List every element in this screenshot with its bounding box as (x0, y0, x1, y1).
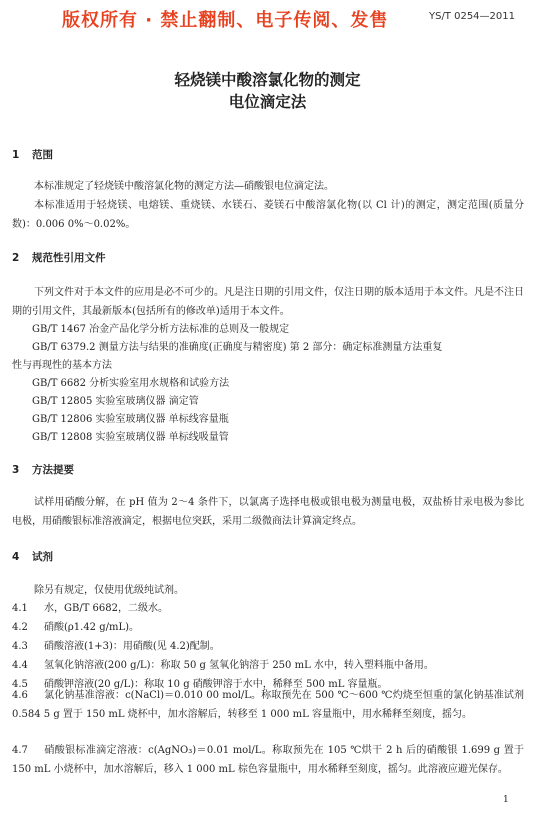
reference-item-continuation: 性与再现性的基本方法 (12, 360, 112, 371)
reference-item: GB/T 12805 实验室玻璃仪器 滴定管 (32, 396, 199, 407)
section-title: 范围 (32, 149, 53, 161)
copyright-banner: 版权所有 · 禁止翻制、电子传阅、发售 (62, 10, 389, 31)
item-text: 氯化钠基准溶液：c(NaCl)＝0.010 00 mol/L。称取预先在 500 ℃～600 ℃灼烧至恒重的氯化钠基准试剂 0.584 5 g 置于 150 mL 烧杯中，加水溶解后，转移至 1 000 mL 容量瓶中，用水稀释至刻度，摇匀。 (12, 690, 524, 720)
paragraph: 下列文件对于本文件的应用是必不可少的。凡是注日期的引用文件，仅注日期的版本适用于本文件。凡是不注日期的引用文件，其最新版本(包括所有的修改单)适用于本文件。 (12, 287, 524, 317)
section-number: 2 (12, 252, 20, 264)
item-text: 水，GB/T 6682，二级水。 (44, 603, 169, 614)
item-text: 硝酸钾溶液(20 g/L)：称取 10 g 硝酸钾溶于水中，稀释至 500 mL 容量瓶。 (44, 679, 388, 690)
document-subtitle: 电位滴定法 (228, 93, 307, 111)
reference-item: GB/T 1467 冶金产品化学分析方法标准的总则及一般规定 (32, 324, 290, 335)
item-number: 4.3 (12, 641, 28, 652)
item-text: 硝酸银标准滴定溶液：c(AgNO₃)＝0.01 mol/L。称取预先在 105 ℃烘干 2 h 后的硝酸银 1.699 g 置于 150 mL 小烧杯中，加水溶解后，移入 1 000 mL 棕色容量瓶中，用水稀释至刻度，摇匀。此溶液应避光保存。 (12, 745, 524, 775)
section-heading-scope (12, 147, 53, 162)
reference-item: GB/T 6379.2 测量方法与结果的准确度(正确度与精密度) 第 2 部分：确定标准测量方法重复 (32, 342, 443, 353)
paragraph: 除另有规定，仅使用优级纯试剂。 (34, 585, 184, 596)
reference-item: GB/T 12808 实验室玻璃仪器 单标线吸量管 (32, 432, 229, 443)
section-heading-principle (12, 462, 74, 477)
document-title: 轻烧镁中酸溶氯化物的测定 (174, 71, 361, 89)
section-number: 3 (12, 464, 20, 476)
section-heading-normative-references (12, 250, 106, 265)
item-number: 4.2 (12, 622, 28, 633)
section-title: 方法提要 (32, 464, 74, 476)
reference-item: GB/T 12806 实验室玻璃仪器 单标线容量瓶 (32, 414, 229, 425)
reagent-item (12, 619, 139, 637)
reagent-item (12, 686, 524, 724)
item-text: 氢氧化钠溶液(200 g/L)：称取 50 g 氢氧化钠溶于 250 mL 水中，转入塑料瓶中备用。 (44, 660, 434, 671)
paragraph: 试样用硝酸分解，在 pH 值为 2～4 条件下，以氯离子选择电极或银电极为测量电极，双盐桥甘汞电极为参比电极，用硝酸银标准溶液滴定，根据电位突跃，采用二级微商法计算滴定终点。 (12, 497, 524, 527)
item-text: 硝酸(ρ1.42 g/mL)。 (44, 622, 140, 633)
paragraph: 本标准适用于轻烧镁、电熔镁、重烧镁、水镁石、菱镁石中酸溶氯化物(以 Cl 计)的测定，测定范围(质量分数)：0.006 0%～0.02%。 (12, 200, 524, 230)
reagent-item (12, 600, 168, 618)
item-text: 硝酸溶液(1+3)：用硝酸(见 4.2)配制。 (44, 641, 220, 652)
section-heading-reagents (12, 549, 53, 564)
section-title: 试剂 (32, 551, 53, 563)
section-number: 1 (12, 149, 20, 161)
paragraph: 本标准规定了轻烧镁中酸溶氯化物的测定方法—硝酸银电位滴定法。 (34, 181, 334, 192)
section-title: 规范性引用文件 (32, 252, 106, 264)
item-number: 4.6 (12, 690, 28, 701)
standard-number: YS/T 0254—2011 (428, 11, 515, 22)
item-number: 4.4 (12, 660, 28, 671)
item-number: 4.1 (12, 603, 28, 614)
reagent-item (12, 657, 434, 675)
section-number: 4 (12, 551, 20, 563)
reagent-item (12, 741, 524, 779)
page-number: 1 (503, 795, 509, 805)
item-number: 4.7 (12, 745, 28, 756)
item-number: 4.5 (12, 679, 28, 690)
reference-item: GB/T 6682 分析实验室用水规格和试验方法 (32, 378, 230, 389)
reagent-item (12, 638, 220, 656)
